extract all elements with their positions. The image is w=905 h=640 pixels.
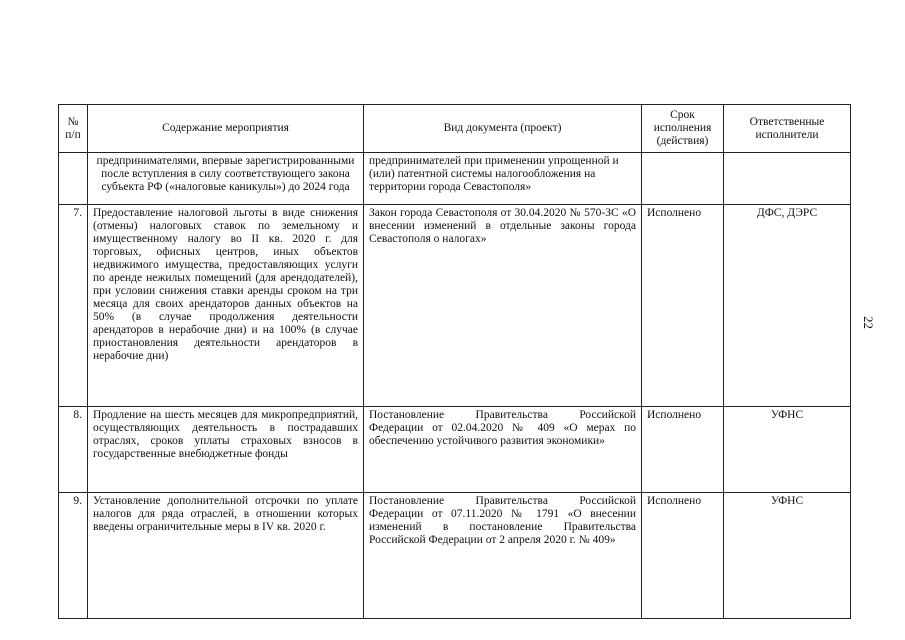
row-deadline — [642, 153, 724, 205]
table-row — [59, 493, 851, 619]
row-content: Продление на шесть месяцев для микропредприятий, осуществляющих деятельность в пострадавших отраслях, сроков уплаты страховых взносов в государственные внебюджетные фонды — [88, 407, 364, 493]
header-responsible: Ответственные исполнители — [724, 105, 851, 153]
table-row — [59, 205, 851, 407]
row-num: 9. — [59, 493, 88, 619]
row-doc-type: предпринимателей при применении упрощенной и (или) патентной системы налогообложения на территории города Севастополя» — [364, 153, 642, 205]
row-num: 8. — [59, 407, 88, 493]
page-number: 22 — [861, 316, 876, 329]
row-content: предпринимателями, впервые зарегистрированными после вступления в силу соответствующего закона субъекта РФ («налоговые каникулы») до 2024 года — [88, 153, 364, 205]
row-num: 7. — [59, 205, 88, 407]
row-deadline: Исполнено — [642, 407, 724, 493]
row-num — [59, 153, 88, 205]
row-responsible — [724, 153, 851, 205]
row-deadline: Исполнено — [642, 205, 724, 407]
row-content: Предоставление налоговой льготы в виде снижения (отмены) налоговых ставок по земельному и имущественному налогу во II кв. 2020 г. для торговых, офисных центров, иных объектов недвижимого имущества, предоставляющих услуги по аренде нежилых помещений (для арендодателей), при условии снижения ставки аренды сроком на три месяца для своих арендаторов данных объектов на 50% (в случае продолжения деятельности арендаторов в нерабочие дни) и на 100% (в случае приостановления деятельности арендаторов в нерабочие дни) — [88, 205, 364, 407]
table-row — [59, 407, 851, 493]
table-row — [59, 153, 851, 205]
row-responsible: УФНС — [724, 407, 851, 493]
row-doc-type: Постановление Правительства Российской Федерации от 02.04.2020 № 409 «О мерах по обеспечению устойчивого развития экономики» — [364, 407, 642, 493]
row-doc-type: Закон города Севастополя от 30.04.2020 № 570-ЗС «О внесении изменений в отдельные законы города Севастополя о налогах» — [364, 205, 642, 407]
row-deadline: Исполнено — [642, 493, 724, 619]
header-num: № п/п — [59, 105, 88, 153]
table-header-row — [59, 105, 851, 153]
header-doc-type: Вид документа (проект) — [364, 105, 642, 153]
row-content: Установление дополнительной отсрочки по уплате налогов для ряда отраслей, в отношении которых введены ограничительные меры в IV кв. 2020 г. — [88, 493, 364, 619]
header-content: Содержание мероприятия — [88, 105, 364, 153]
row-responsible: ДФС, ДЭРС — [724, 205, 851, 407]
measures-table — [58, 104, 851, 619]
row-doc-type: Постановление Правительства Российской Федерации от 07.11.2020 № 1791 «О внесении изменений в постановление Правительства Российской Федерации от 2 апреля 2020 г. № 409» — [364, 493, 642, 619]
row-responsible: УФНС — [724, 493, 851, 619]
header-deadline: Срок исполнения (действия) — [642, 105, 724, 153]
